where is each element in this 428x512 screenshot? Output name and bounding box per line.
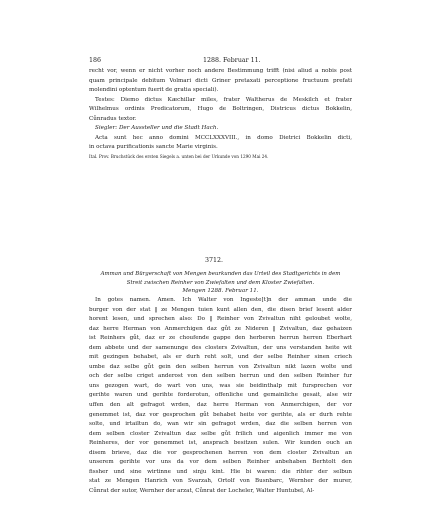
text-line: In gotes namen. Amen. Ich Walter von Ingeste[t]n der amman unde die	[95, 297, 352, 303]
text-line: solte, und irtailtun do, wan wir sin gefragot wrden, daz die selben herren von	[89, 421, 352, 428]
text-line: umbe daz selbe gůt gein den selben herrun von Zvivaltun nikt lazen wolte und	[89, 363, 352, 370]
summary-line: Amman und Bürgerschaft von Mengen beurkunden das Urteil des Stadtgerichts in dem	[100, 271, 341, 277]
text-line: burger von der stat ‖ ze Mengen tuien kunt allen den, die disen brief lesent alder	[89, 306, 352, 313]
text-line: horent lesen, und sprechen also: Do ‖ Reinher von Zvivaltun niht geloubet wolte,	[89, 316, 352, 323]
text-line: quam principale debitum Volmari dicti Griner pretaxati perceptione fructuum prefati	[89, 77, 352, 84]
text-line: Cůnrat der sutor, Wernher der arzat, Cůnrat der Locheler, Walter Huntubel, Al-	[89, 487, 315, 494]
text-line: Testes: Diemo dictus Kæchillar miles, frater Waltherus de Meskilch et frater	[95, 96, 352, 103]
text-line: disem brieve, daz die vor gesprochenen herren von dem closter Zvivaltun an	[89, 449, 352, 456]
text-line: dem selben closter Zvivaltun daz selbe gůt frilich und aigenlich immer me von	[89, 430, 352, 437]
text-line: fissher und sine wirtinne und sinju kint. Hie bi waren: die rihter der selbun	[89, 468, 352, 475]
archival-note: Ital. Prov. Bruchstück des ersten Siegels a. unten bei der Urkunde von 1290 Mai 24.	[89, 153, 269, 159]
text-line: gerihte waren und gerihte forderotun, offenliche und gemainliche gesait, alse wir	[89, 392, 352, 399]
document-body	[89, 296, 352, 496]
text-line: Cůnradus textor.	[89, 115, 137, 122]
text-line: ist Reinhers gůt, daz er ze choufende gappe den herberen herrun herren Eberhart	[89, 335, 352, 342]
text-line: unserem gerihte vor uns da vor dem selben Reinher anbehaben Berhtolt den	[89, 459, 352, 466]
sealer-line: Siegler: Der Aussteller und die Stadt Hach.	[95, 125, 219, 132]
document-number: 3712.	[204, 257, 224, 264]
document-summary	[89, 270, 352, 294]
text-line: stat ze Mengen Hanrich von Svarzah, Ortolf von Busnbarc, Wernher der murer,	[89, 478, 352, 485]
text-line: Wilhelmus ordinis Predicatorum, Hugo de Boltringen, Districus dictus Bokkelin,	[89, 106, 352, 113]
text-line: Acta sunt hec anno domini MCCLXXXVIII., in domo Dietrici Bokkelin dicti,	[95, 134, 352, 141]
page-number: 186	[89, 57, 102, 64]
text-line: in octava purificationis sancte Marie virginis.	[89, 144, 218, 151]
text-line: Reinheres, der vor genemmet ist, ansprach besitzen sulen. Wir kunden ouch an	[89, 440, 352, 447]
text-line: recht vor, wenn er nicht vorher noch andere Bestimmung trifft (nisi aliud a nobis post	[89, 68, 352, 74]
date-line: Mengen 1288. Februar 11.	[182, 288, 259, 294]
text-line: molendini optentum fuerit de gratia speciali).	[89, 87, 219, 94]
text-line: genemmet ist, daz vor gesprochen gůt behabet heite vor gerihte, als er durh rehte	[89, 411, 352, 418]
text-line: och der selbe criget anderost von den selben herrun und den selben Reinher fur	[89, 373, 352, 380]
text-line: dem abbete und der samenunge des closters Zvivaltun, der uns verstanden heite wit	[89, 344, 352, 351]
text-line: uffen den alt gefragot wrden, daz herre Herman von Anmerchigen, der vor	[89, 402, 352, 409]
text-line: mit gezingen behabet, als er durh reht solt, und der selbe Reinher sinen criech	[89, 354, 352, 361]
text-line: daz herre Herman von Anmerchigen daz gůt ze Nideren ‖ Zvivaltun, daz gehaizen	[89, 325, 352, 332]
running-title: 1288. Februar 11.	[203, 57, 261, 64]
text-line: uns gezogen wart, do wart von uns, was sie beidinthalp mit fursprechen vor	[89, 382, 352, 389]
summary-line: Streit zwischen Reinher von Zwiefalten und dem Kloster Zwiefalten.	[126, 280, 315, 286]
previous-document-text	[89, 67, 352, 160]
